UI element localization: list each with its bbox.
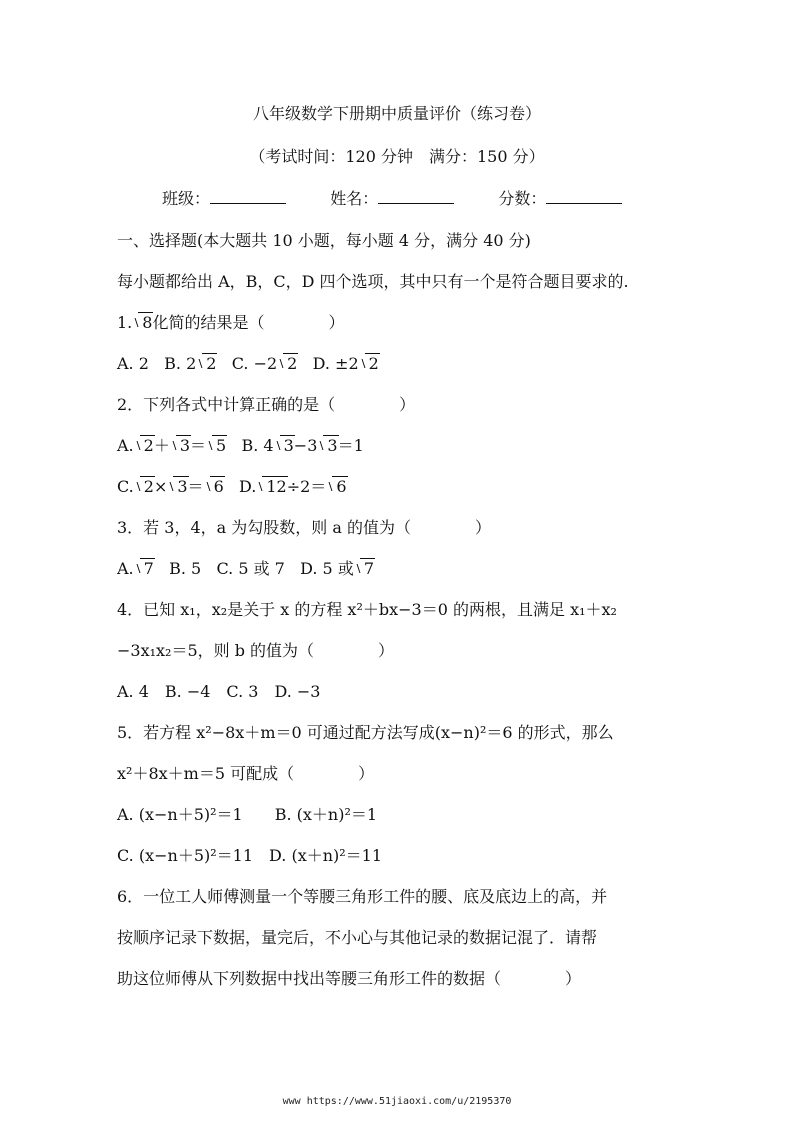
q2-a-r1: 2 (143, 436, 154, 455)
q1-b-coef: B. 2 (164, 354, 197, 373)
q2-b-eq: ＝1 (337, 436, 364, 455)
exam-info: （考试时间：120 分钟 满分：150 分） (249, 147, 545, 166)
question-1-options (117, 353, 379, 375)
q1-c-radicand: 2 (287, 354, 298, 373)
question-6-line-3: 助这位师傅从下列数据中找出等腰三角形工件的数据（ ） (117, 969, 582, 988)
q2-b-label: B. 4 (241, 436, 274, 455)
q3-a-label: A. (117, 559, 134, 578)
q2-option-d (239, 477, 346, 496)
q1-option-d (313, 354, 379, 373)
sqrt-symbol (135, 476, 154, 498)
student-info-row (162, 188, 622, 210)
q2-c-label: C. (117, 477, 134, 496)
q3-a-radicand: 7 (143, 559, 154, 578)
q2-option-a (117, 436, 226, 455)
q1-text: 化简的结果是（ ） (152, 313, 345, 332)
q1-radicand: 8 (142, 313, 153, 332)
q2-c-r3: 6 (213, 477, 224, 496)
q2-c-r1: 2 (143, 477, 154, 496)
q2-d-label: D. (239, 477, 257, 496)
question-5-options-cd: C. (x−n＋5)²＝11 D. (x＋n)²＝11 (117, 846, 383, 865)
q1-b-radicand: 2 (206, 354, 217, 373)
q1-c-coef: C. −2 (231, 354, 278, 373)
name-label: 姓名： (330, 189, 379, 208)
section-instruction: 每小题都给出 A，B，C，D 四个选项，其中只有一个是符合题目要求的. (117, 272, 629, 291)
q3-option-d (300, 559, 374, 578)
sqrt-symbol (360, 353, 379, 375)
sqrt-symbol (275, 435, 294, 457)
page-title: 八年级数学下册期中质量评价（练习卷） (252, 104, 541, 123)
q3-option-b: B. 5 (169, 559, 202, 578)
q2-option-b (242, 436, 364, 455)
q1-d-coef: D. ±2 (312, 354, 359, 373)
class-blank[interactable] (210, 189, 286, 204)
q2-a-eq: ＝ (190, 436, 207, 455)
sqrt-symbol (135, 435, 154, 457)
q2-d-r1: 12 (266, 477, 287, 496)
sqrt-symbol (257, 476, 286, 498)
q3-d-radicand: 7 (363, 559, 375, 578)
sqrt-symbol (205, 476, 224, 498)
section-heading: 一、选择题(本大题共 10 小题，每小题 4 分，满分 40 分) (117, 231, 531, 250)
q3-option-c: C. 5 或 7 (216, 559, 285, 578)
question-2-options-ab (117, 435, 364, 457)
q2-d-op: ÷2＝ (286, 477, 327, 496)
question-5-line-2: x²＋8x＋m＝5 可配成（ ） (117, 764, 375, 783)
q2-option-c (117, 477, 224, 496)
question-4-options: A. 4 B. −4 C. 3 D. −3 (117, 682, 321, 701)
sqrt-symbol (355, 558, 374, 580)
question-2-options-cd (117, 476, 347, 498)
sqrt-symbol (135, 558, 154, 580)
q1-d-radicand: 2 (368, 354, 379, 373)
q2-c-r2: 3 (177, 477, 188, 496)
question-4-line-1: 4．已知 x₁，x₂是关于 x 的方程 x²＋bx−3＝0 的两根，且满足 x₁＋x₂ (117, 600, 617, 619)
q1-number: 1. (117, 313, 133, 332)
sqrt-symbol (318, 435, 337, 457)
score-label: 分数： (498, 189, 547, 208)
q2-c-eq: ＝ (187, 477, 204, 496)
q3-d-label: D. 5 或 (300, 559, 354, 578)
sqrt-symbol (168, 476, 187, 498)
question-2-stem: 2．下列各式中计算正确的是（ ） (117, 395, 416, 414)
sqrt-symbol (327, 476, 346, 498)
sqrt-symbol (197, 353, 216, 375)
class-label: 班级： (162, 189, 211, 208)
q2-a-label: A. (117, 436, 134, 455)
question-5-line-1: 5．若方程 x²−8x＋m＝0 可通过配方法写成(x−n)²＝6 的形式，那么 (117, 723, 614, 742)
sqrt-symbol (278, 353, 297, 375)
q3-option-a (117, 559, 154, 578)
q2-b-op: −3 (293, 436, 318, 455)
sqrt-symbol (171, 435, 190, 457)
question-5-options-ab: A. (x−n＋5)²＝1 B. (x＋n)²＝1 (117, 805, 378, 824)
score-blank[interactable] (546, 189, 622, 204)
question-3-stem: 3．若 3，4，a 为勾股数，则 a 的值为（ ） (117, 518, 491, 537)
sqrt-symbol (207, 435, 226, 457)
name-blank[interactable] (378, 189, 454, 204)
q1-option-c (232, 354, 298, 373)
q2-b-r1: 3 (283, 436, 294, 455)
question-4-line-2: −3x₁x₂＝5，则 b 的值为（ ） (117, 641, 395, 660)
q2-a-r3: 5 (216, 436, 227, 455)
question-6-line-2: 按顺序记录下数据，量完后，不小心与其他记录的数据记混了．请帮 (117, 928, 598, 947)
question-6-line-1: 6．一位工人师傅测量一个等腰三角形工件的腰、底及底边上的高，并 (117, 887, 608, 906)
question-3-options (117, 558, 374, 580)
q2-a-r2: 3 (179, 436, 191, 455)
sqrt-symbol (133, 312, 152, 334)
q1-option-b (164, 354, 216, 373)
q2-d-r2: 6 (336, 477, 347, 496)
q2-c-op: × (153, 477, 168, 496)
q1-option-a: A. 2 (117, 354, 149, 373)
question-1-stem (117, 312, 344, 334)
q2-b-r2: 3 (327, 436, 338, 455)
q2-a-op: ＋ (153, 436, 170, 455)
footer-url[interactable]: www https://www.51jiaoxi.com/u/2195370 (282, 1096, 512, 1107)
